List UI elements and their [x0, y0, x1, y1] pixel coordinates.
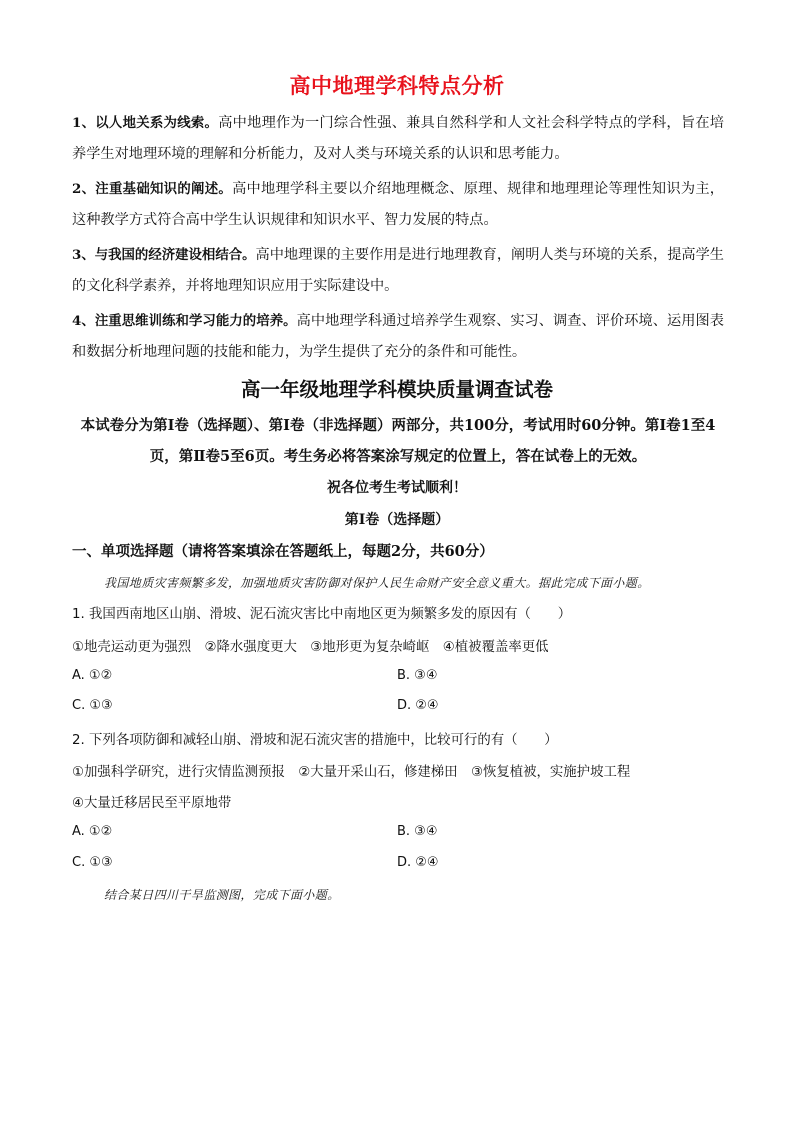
question-2-option-a[interactable]: A. ①② [72, 824, 113, 839]
point-text: 高中地理学科主要以介绍地理概念、原理、规律和地理理论等理性知识为主，这种教学方式符合高中学生认识规律和知识水平、智力发展的特点。 [72, 181, 724, 228]
material-text-2: 结合某日四川干旱监测图，完成下面小题。 [104, 888, 340, 902]
question-2-option-c[interactable]: C. ①③ [72, 855, 113, 870]
question-2-stem: 2. 下列各项防御和减轻山崩、滑坡和泥石流灾害的措施中，比较可行的有（ ） [72, 733, 558, 748]
analysis-points [72, 108, 724, 372]
question-1-option-b[interactable]: B. ③④ [397, 668, 438, 683]
material-text-1: 我国地质灾害频繁多发，加强地质灾害防御对保护人民生命财产安全意义重大。据此完成下面小题。 [104, 576, 650, 590]
point-lead: 4、注重思维训练和学习能力的培养。 [72, 313, 297, 329]
question-1-stem: 1. 我国西南地区山崩、滑坡、泥石流灾害比中南地区更为频繁多发的原因有（ ） [72, 607, 572, 622]
part-heading: 第Ⅰ卷（选择题） [344, 512, 450, 528]
question-2-items-line-1: ①加强科学研究，进行灾情监测预报 ②大量开采山石，修建梯田 ③恢复植被，实施护坡工程 [72, 765, 631, 780]
point-text: 高中地理课的主要作用是进行地理教育，阐明人类与环境的关系，提高学生的文化科学素养，并将地理知识应用于实际建设中。 [72, 247, 724, 294]
question-2-items-line-2: ④大量迁移居民至平原地带 [72, 796, 232, 811]
analysis-point-2 [72, 174, 724, 236]
analysis-point-1 [72, 108, 724, 170]
point-text: 高中地理作为一门综合性强、兼具自然科学和人文社会科学特点的学科，旨在培养学生对地理环境的理解和分析能力，及对人类与环境关系的认识和思考能力。 [72, 115, 724, 162]
point-text: 高中地理学科通过培养学生观察、实习、调查、评价环境、运用图表和数据分析地理问题的技能和能力，为学生提供了充分的条件和可能性。 [72, 313, 724, 360]
question-1-option-a[interactable]: A. ①② [72, 668, 113, 683]
analysis-point-4 [72, 306, 724, 368]
point-lead: 3、与我国的经济建设相结合。 [72, 247, 256, 263]
question-2-option-b[interactable]: B. ③④ [397, 824, 438, 839]
question-1-option-d[interactable]: D. ②④ [397, 698, 439, 713]
exam-instructions: 本试卷分为第Ⅰ卷（选择题）、第Ⅰ卷（非选择题）两部分，共100分，考试用时60分钟。第Ⅰ卷1至4页，第Ⅱ卷5至6页。考生务必将答案涂写规定的位置上，答在试卷上的无效。 [80, 417, 716, 465]
question-1-items: ①地壳运动更为强烈 ②降水强度更大 ③地形更为复杂崎岖 ④植被覆盖率更低 [72, 640, 549, 655]
question-1-option-c[interactable]: C. ①③ [72, 698, 113, 713]
exam-title: 高一年级地理学科模块质量调查试卷 [240, 378, 553, 401]
section-heading: 一、单项选择题（请将答案填涂在答题纸上，每题2分，共60分） [72, 543, 494, 560]
good-luck-line: 祝各位考生考试顺利！ [327, 480, 467, 496]
point-lead: 1、以人地关系为线索。 [72, 115, 219, 131]
analysis-point-3 [72, 240, 724, 302]
point-lead: 2、注重基础知识的阐述。 [72, 181, 233, 197]
analysis-title: 高中地理学科特点分析 [289, 74, 505, 98]
question-2-option-d[interactable]: D. ②④ [397, 855, 439, 870]
